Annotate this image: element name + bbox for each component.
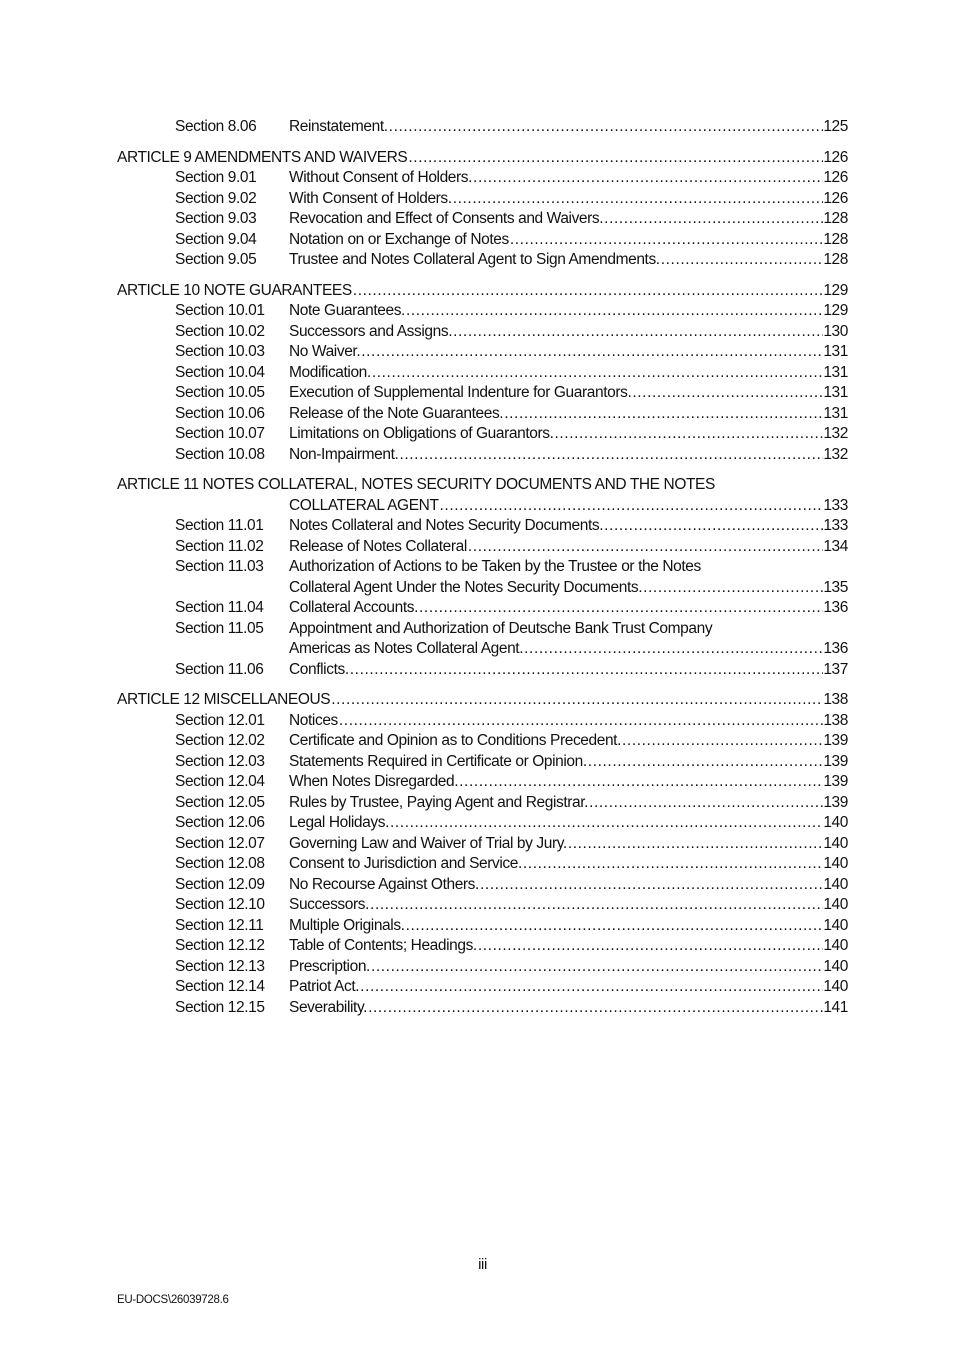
- page-ref: 134: [823, 537, 848, 555]
- section-number: Section 12.01: [175, 711, 265, 729]
- dot-leader: [459, 772, 823, 793]
- dot-leader: [389, 117, 824, 138]
- section-number: Section 11.06: [175, 660, 264, 678]
- page-ref: 140: [823, 896, 848, 913]
- section-title: Certificate and Opinion as to Conditions Precedent.: [289, 731, 622, 752]
- page-ref: 139: [823, 773, 848, 790]
- toc-entry-section-9-04[interactable]: [117, 230, 848, 251]
- toc-entry-section-12-10[interactable]: [117, 895, 848, 916]
- section-title: Successors.: [289, 895, 370, 916]
- toc-entry-section-11-04[interactable]: [117, 598, 848, 619]
- dot-leader: [523, 854, 823, 875]
- section-title: With Consent of Holders.: [289, 189, 453, 210]
- dot-leader: [440, 496, 824, 517]
- section-number: Section 10.08: [175, 445, 265, 463]
- toc-entry-section-10-05[interactable]: [117, 383, 848, 404]
- dot-leader: [568, 834, 824, 855]
- page-ref: 140: [823, 855, 848, 872]
- dot-leader: [360, 977, 823, 998]
- section-number: Section 11.01: [175, 517, 264, 534]
- section-title-line1: Appointment and Authorization of Deutsche Bank Trust Company: [289, 619, 713, 640]
- dot-leader: [331, 690, 823, 711]
- toc-entry-section-9-05[interactable]: [117, 250, 848, 271]
- section-number: Section 9.04: [175, 230, 257, 248]
- toc-entry-section-12-11[interactable]: [117, 916, 848, 937]
- page-ref: 131: [823, 404, 848, 422]
- dot-leader: [453, 189, 824, 210]
- page-ref: 140: [823, 937, 848, 954]
- dot-leader: [643, 578, 823, 599]
- section-number: Section 12.09: [175, 875, 265, 893]
- section-number: Section 11.02: [175, 537, 264, 555]
- section-number: Section 10.01: [175, 302, 265, 319]
- toc-entry-section-12-06[interactable]: [117, 813, 848, 834]
- page-ref: 126: [823, 189, 848, 207]
- dot-leader: [368, 998, 823, 1019]
- toc-entry-section-12-01[interactable]: [117, 711, 848, 732]
- section-number: Section 9.02: [175, 189, 257, 207]
- section-title: Notices: [289, 711, 339, 732]
- dot-leader: [419, 598, 823, 619]
- section-number: Section 8.06: [175, 118, 257, 135]
- section-title: Modification.: [289, 363, 372, 384]
- dot-leader: [589, 793, 823, 814]
- dot-leader: [468, 537, 823, 558]
- toc-entry-section-10-08[interactable]: [117, 445, 848, 466]
- dot-leader: [480, 875, 823, 896]
- section-number: Section 12.12: [175, 937, 265, 954]
- section-number: Section 10.03: [175, 343, 265, 360]
- page-ref: 133: [823, 517, 848, 534]
- page-ref: 132: [823, 445, 848, 463]
- toc-article-11-cont[interactable]: [117, 496, 848, 517]
- dot-leader: [370, 895, 823, 916]
- toc-entry-section-12-03[interactable]: [117, 752, 848, 773]
- page-ref: 130: [823, 322, 848, 340]
- section-number: Section 12.05: [175, 793, 265, 811]
- section-number: Section 12.03: [175, 752, 265, 770]
- section-number: Section 9.03: [175, 210, 257, 227]
- dot-leader: [524, 639, 823, 660]
- dot-leader: [661, 250, 824, 271]
- page-ref: 138: [823, 711, 848, 729]
- dot-leader: [632, 383, 823, 404]
- section-title: Severability.: [289, 998, 368, 1019]
- section-number: Section 12.15: [175, 998, 265, 1016]
- section-number: Section 10.05: [175, 384, 265, 401]
- page-ref: 129: [823, 281, 848, 299]
- page-ref: 139: [823, 793, 848, 811]
- section-number: Section 12.14: [175, 978, 265, 995]
- section-number: Section 9.05: [175, 251, 257, 268]
- dot-leader: [504, 404, 823, 425]
- section-number: Section 12.02: [175, 732, 265, 749]
- page-ref: 140: [823, 916, 848, 934]
- dot-leader: [473, 168, 823, 189]
- section-number: Section 12.13: [175, 957, 265, 975]
- page-ref: 136: [823, 599, 848, 616]
- section-title: Trustee and Notes Collateral Agent to Sign Amendments.: [289, 250, 661, 271]
- section-title: Prescription.: [289, 957, 371, 978]
- section-title: Conflicts.: [289, 660, 350, 681]
- section-title: Consent to Jurisdiction and Service.: [289, 854, 523, 875]
- section-number: Section 11.05: [175, 619, 264, 637]
- toc-entry-section-11-05-cont[interactable]: [117, 639, 848, 660]
- page-ref: 140: [823, 875, 848, 893]
- dot-leader: [478, 936, 823, 957]
- dot-leader: [353, 281, 824, 302]
- page-ref: 126: [823, 169, 848, 186]
- section-number: Section 9.01: [175, 169, 257, 186]
- toc-entry-section-9-03[interactable]: [117, 209, 848, 230]
- toc-entry-section-12-12[interactable]: [117, 936, 848, 957]
- page-ref: 140: [823, 814, 848, 831]
- toc-article-10[interactable]: [117, 281, 848, 302]
- page-ref: 140: [823, 834, 848, 852]
- toc-entry-section-12-08[interactable]: [117, 854, 848, 875]
- section-number: Section 12.08: [175, 855, 265, 872]
- section-number: Section 11.03: [175, 558, 264, 575]
- section-title: No Waiver.: [289, 342, 361, 363]
- dot-leader: [390, 813, 823, 834]
- toc-entry-section-12-14[interactable]: [117, 977, 848, 998]
- section-title: Execution of Supplemental Indenture for Guarantors.: [289, 383, 632, 404]
- section-title: Notation on or Exchange of Notes: [289, 230, 510, 251]
- section-title: Patriot Act.: [289, 977, 360, 998]
- page-ref: 131: [823, 384, 848, 401]
- section-number: Section 12.06: [175, 814, 265, 831]
- toc-entry-section-12-07[interactable]: [117, 834, 848, 855]
- page-ref: 139: [823, 732, 848, 749]
- toc-entry-section-10-03[interactable]: [117, 342, 848, 363]
- toc-entry-section-10-04[interactable]: [117, 363, 848, 384]
- dot-leader: [588, 752, 824, 773]
- section-title: Rules by Trustee, Paying Agent and Registrar.: [289, 793, 589, 814]
- dot-leader: [406, 301, 823, 322]
- toc-entry-section-12-02[interactable]: [117, 731, 848, 752]
- section-number: Section 11.04: [175, 599, 264, 616]
- section-title: Release of the Note Guarantees.: [289, 404, 504, 425]
- page-ref: 138: [823, 691, 848, 708]
- toc-entry-section-11-03-cont[interactable]: [117, 578, 848, 599]
- page-ref: 131: [823, 363, 848, 381]
- toc-article-9[interactable]: [117, 148, 848, 169]
- dot-leader: [361, 342, 823, 363]
- article-title: ARTICLE 10 NOTE GUARANTEES: [117, 281, 353, 302]
- page-ref: 128: [823, 251, 848, 268]
- page-ref: 128: [823, 230, 848, 248]
- page-ref: 126: [823, 148, 848, 166]
- toc-entry-section-11-02[interactable]: [117, 537, 848, 558]
- dot-leader: [622, 731, 823, 752]
- section-title: Reinstatement.: [289, 117, 389, 138]
- section-title: Legal Holidays.: [289, 813, 390, 834]
- toc-entry-section-11-06[interactable]: [117, 660, 848, 681]
- dot-leader: [510, 230, 823, 251]
- table-of-contents: [117, 117, 848, 1018]
- page-ref: 141: [823, 998, 848, 1016]
- toc-entry-section-12-13[interactable]: [117, 957, 848, 978]
- section-title: Notes Collateral and Notes Security Documents.: [289, 516, 604, 537]
- toc-entry-section-8-06[interactable]: [117, 117, 848, 138]
- toc-entry-section-9-02[interactable]: [117, 189, 848, 210]
- toc-article-11[interactable]: [117, 475, 848, 496]
- page-ref: 139: [823, 752, 848, 770]
- toc-entry-section-10-06[interactable]: [117, 404, 848, 425]
- dot-leader: [408, 148, 823, 169]
- article-title: ARTICLE 12 MISCELLANEOUS: [117, 690, 331, 711]
- section-number: Section 10.06: [175, 404, 265, 422]
- dot-leader: [604, 516, 823, 537]
- section-number: Section 10.02: [175, 322, 265, 340]
- dot-leader: [350, 660, 824, 681]
- toc-entry-section-12-04[interactable]: [117, 772, 848, 793]
- toc-entry-section-11-05[interactable]: [117, 619, 848, 640]
- dot-leader: [339, 711, 823, 732]
- dot-leader: [372, 363, 824, 384]
- toc-entry-section-12-05[interactable]: [117, 793, 848, 814]
- section-number: Section 12.04: [175, 773, 265, 790]
- page-ref: 140: [823, 978, 848, 995]
- article-title-line2: COLLATERAL AGENT: [289, 496, 440, 517]
- section-number: Section 10.04: [175, 363, 265, 381]
- section-title: No Recourse Against Others.: [289, 875, 480, 896]
- section-title: Statements Required in Certificate or Opinion.: [289, 752, 588, 773]
- toc-entry-section-10-02[interactable]: [117, 322, 848, 343]
- section-number: Section 12.11: [175, 916, 264, 934]
- toc-entry-section-11-01[interactable]: [117, 516, 848, 537]
- dot-leader: [399, 445, 823, 466]
- article-title: ARTICLE 9 AMENDMENTS AND WAIVERS: [117, 148, 408, 169]
- section-title: Governing Law and Waiver of Trial by Jury.: [289, 834, 568, 855]
- section-title: Limitations on Obligations of Guarantors.: [289, 424, 554, 445]
- toc-article-12[interactable]: [117, 690, 848, 711]
- article-title-line1: ARTICLE 11 NOTES COLLATERAL, NOTES SECURITY DOCUMENTS AND THE NOTES: [117, 475, 716, 496]
- toc-entry-section-12-09[interactable]: [117, 875, 848, 896]
- section-title: When Notes Disregarded.: [289, 772, 459, 793]
- page-ref: 129: [823, 302, 848, 319]
- toc-entry-section-12-15[interactable]: [117, 998, 848, 1019]
- dot-leader: [371, 957, 823, 978]
- section-title-line2: Collateral Agent Under the Notes Security Documents.: [289, 578, 643, 599]
- page-ref: 137: [823, 660, 848, 678]
- dot-leader: [406, 916, 824, 937]
- section-number: Section 12.10: [175, 896, 265, 913]
- dot-leader: [554, 424, 823, 445]
- dot-leader: [453, 322, 823, 343]
- page-number: iii: [478, 1256, 487, 1273]
- section-title: Collateral Accounts.: [289, 598, 419, 619]
- section-number: Section 10.07: [175, 425, 265, 442]
- section-title: Revocation and Effect of Consents and Waivers.: [289, 209, 604, 230]
- page-ref: 132: [823, 425, 848, 442]
- toc-entry-section-10-07[interactable]: [117, 424, 848, 445]
- section-number: Section 12.07: [175, 834, 265, 852]
- page-ref: 140: [823, 957, 848, 975]
- section-title-line1: Authorization of Actions to be Taken by the Trustee or the Notes: [289, 557, 702, 578]
- page-ref: 131: [823, 343, 848, 360]
- document-id: EU-DOCS\26039728.6: [117, 1294, 229, 1306]
- section-title: Non-Impairment.: [289, 445, 399, 466]
- dot-leader: [604, 209, 823, 230]
- section-title-line2: Americas as Notes Collateral Agent.: [289, 639, 524, 660]
- page-ref: 125: [823, 118, 848, 135]
- page-ref: 128: [823, 210, 848, 227]
- section-title: Release of Notes Collateral: [289, 537, 468, 558]
- page-ref: 136: [823, 640, 848, 657]
- section-title: Table of Contents; Headings.: [289, 936, 478, 957]
- section-title: Multiple Originals.: [289, 916, 406, 937]
- page-ref: 135: [823, 578, 848, 596]
- page-ref: 133: [823, 496, 848, 514]
- toc-entry-section-10-01[interactable]: [117, 301, 848, 322]
- toc-entry-section-11-03[interactable]: [117, 557, 848, 578]
- section-title: Without Consent of Holders.: [289, 168, 473, 189]
- section-title: Note Guarantees.: [289, 301, 406, 322]
- section-title: Successors and Assigns.: [289, 322, 453, 343]
- toc-entry-section-9-01[interactable]: [117, 168, 848, 189]
